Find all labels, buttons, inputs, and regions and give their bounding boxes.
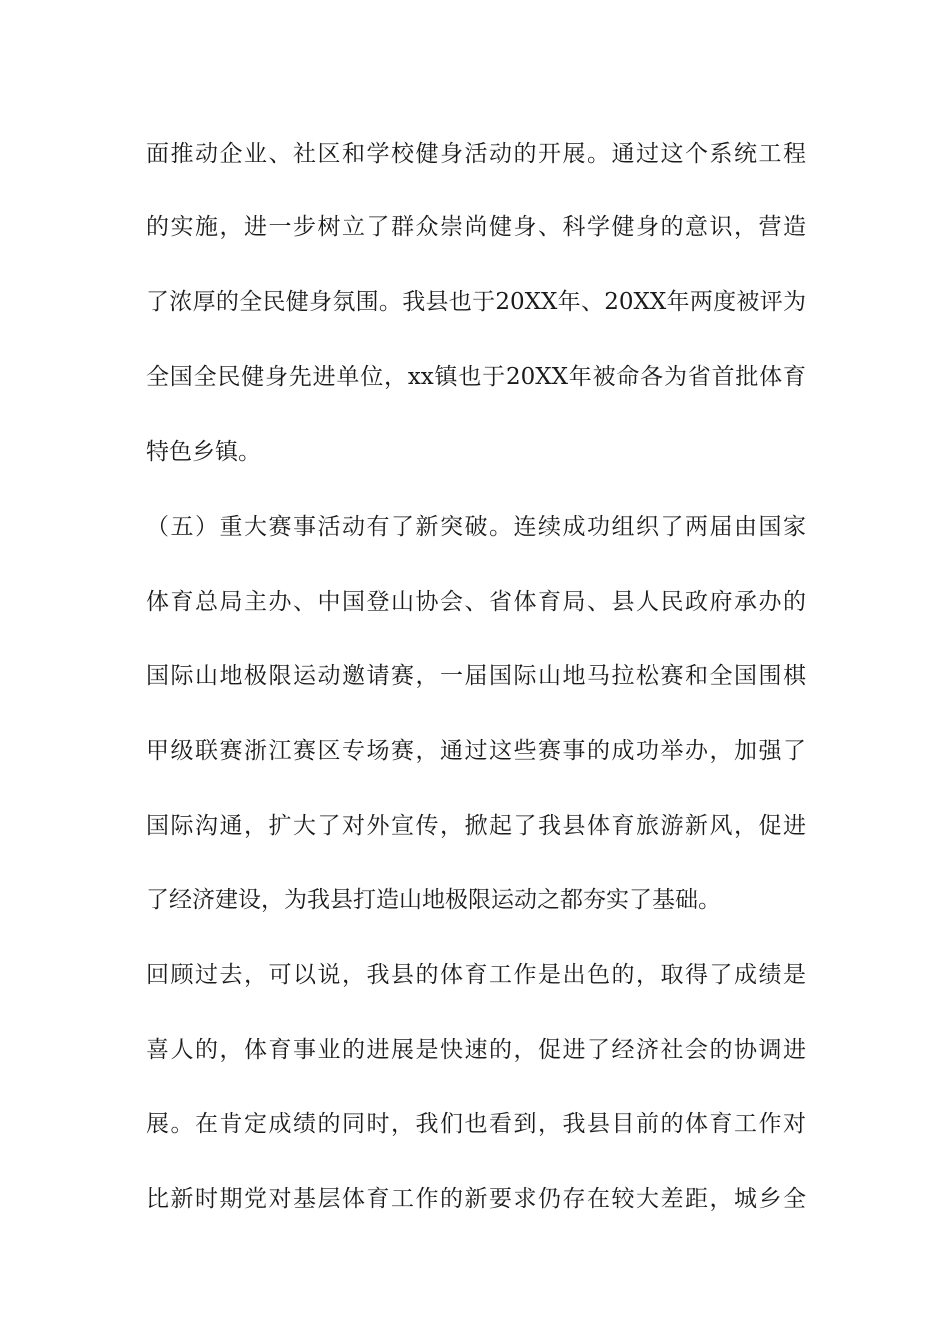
paragraph-2-line-2: 体育总局主办、中国登山协会、省体育局、县人民政府承办的 (146, 589, 806, 615)
paragraph-1-line-1: 面推动企业、社区和学校健身活动的开展。通过这个系统工程 (146, 141, 806, 167)
paragraph-1-line-4: 全国全民健身先进单位，xx镇也于20XX年被命各为省首批体育 (146, 364, 806, 390)
paragraph-1-line-2: 的实施，进一步树立了群众崇尚健身、科学健身的意识，营造 (146, 214, 806, 240)
paragraph-2-line-5: 国际沟通，扩大了对外宣传，掀起了我县体育旅游新风，促进 (146, 813, 806, 839)
paragraph-2-line-4: 甲级联赛浙江赛区专场赛，通过这些赛事的成功举办，加强了 (146, 738, 806, 764)
paragraph-1-line-5: 特色乡镇。 (146, 439, 261, 465)
paragraph-3-line-1: 回顾过去，可以说，我县的体育工作是出色的，取得了成绩是 (146, 962, 806, 988)
paragraph-3-line-4: 比新时期党对基层体育工作的新要求仍存在较大差距，城乡全 (146, 1186, 806, 1212)
paragraph-2-line-1: （五）重大赛事活动有了新突破。连续成功组织了两届由国家 (146, 514, 806, 540)
paragraph-2-line-3: 国际山地极限运动邀请赛，一届国际山地马拉松赛和全国围棋 (146, 663, 806, 689)
paragraph-3-line-3: 展。在肯定成绩的同时，我们也看到，我县目前的体育工作对 (146, 1111, 806, 1137)
paragraph-3-line-2: 喜人的，体育事业的进展是快速的，促进了经济社会的协调进 (146, 1037, 806, 1063)
paragraph-2-line-6: 了经济建设，为我县打造山地极限运动之都夯实了基础。 (146, 887, 721, 913)
paragraph-1-line-3: 了浓厚的全民健身氛围。我县也于20XX年、20XX年两度被评为 (146, 289, 806, 315)
